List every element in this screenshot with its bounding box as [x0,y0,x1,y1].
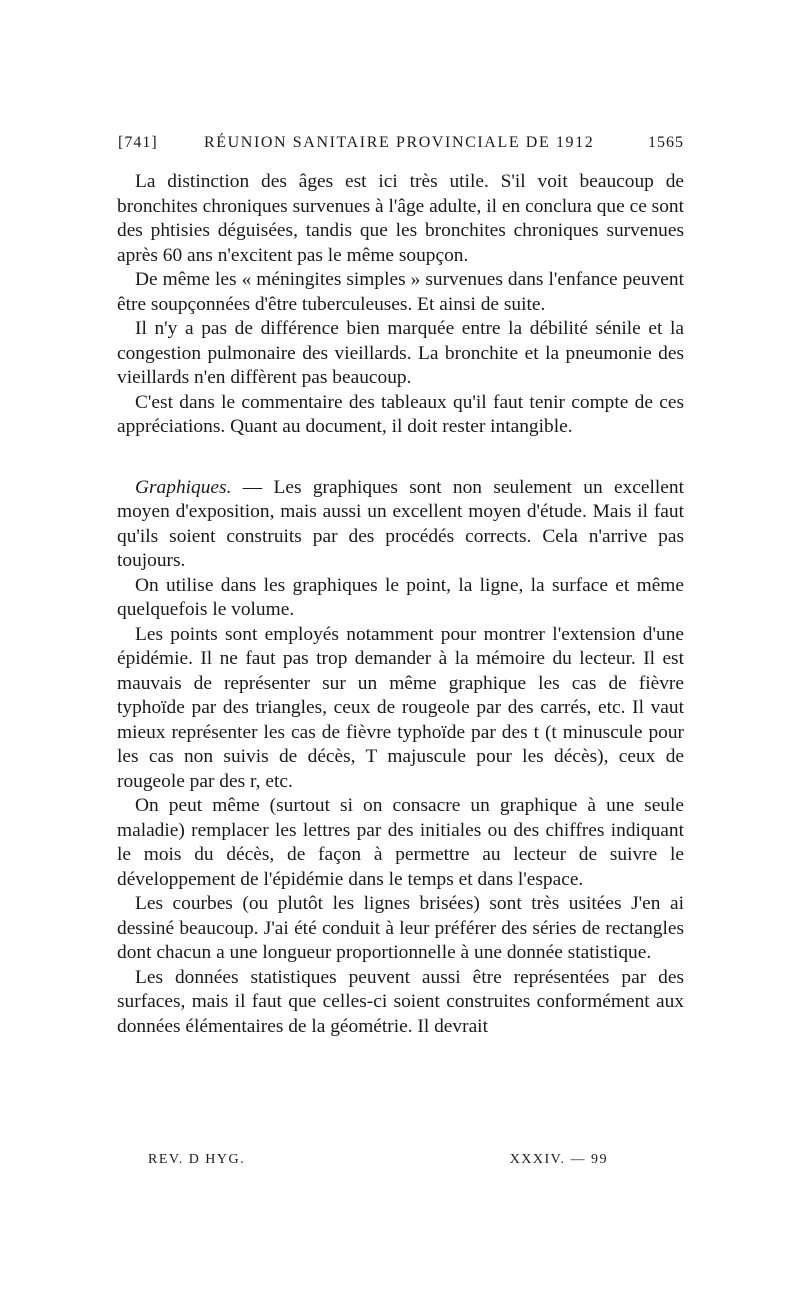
paragraph: C'est dans le commentaire des tableaux qu'il faut tenir compte de ces appréciations. Quant au document, il doit rester intangible. [117,391,684,437]
page-number: 1565 [648,134,684,151]
paragraph: La distinction des âges est ici très utile. S'il voit beaucoup de bronchites chroniques survenues à l'âge adulte, il en conclura que ce sont des phtisies déguisées, tandis que les bronchites chroniques survenues après 60 ans n'excitent pas le même soupçon. [117,171,684,266]
paragraph: Il n'y a pas de différence bien marquée entre la débilité sénile et la congestion pulmonaire des vieillards. La bronchite et la pneumonie des vieillards n'en diffèrent pas beaucoup. [117,318,684,388]
paragraph: Les points sont employés notamment pour montrer l'extension d'une épidémie. Il ne faut pas trop demander à la mémoire du lecteur. Il est mauvais de représenter sur un même graphique les cas de fièvre typhoïde par des triangles, ceux de rougeole par des carrés, etc. Il vaut mieux représenter les cas de fièvre typhoïde par des t (t minuscule pour les cas non suivis de décès, T majuscule pour les décès), ceux de rougeole par des r, etc. [117,623,684,792]
running-head [118,134,684,158]
paragraph: On peut même (surtout si on consacre un graphique à une seule maladie) remplacer les lettres par des initiales ou des chiffres indiquant le mois du décès, de façon à permettre au lecteur de suivre le développement de l'épidémie dans le temps et dans l'espace. [117,795,684,890]
volume-signature: XXXIV. — 99 [509,1152,608,1167]
paragraph: De même les « méningites simples » survenues dans l'enfance peuvent être soupçonnées d'être tuberculeuses. Et ainsi de suite. [117,269,684,315]
page-reference: [741] [118,134,158,151]
running-title: RÉUNION SANITAIRE PROVINCIALE DE 1912 [204,134,595,151]
paragraph: Les courbes (ou plutôt les lignes brisées) sont très usitées J'en ai dessiné beaucoup. J'ai été conduit à leur préférer des séries de rectangles dont chacun a une longueur proportionnelle à une donnée statistique. [117,893,684,963]
section-paragraph [117,476,684,574]
paragraph: On utilise dans les graphiques le point, la ligne, la surface et même quelquefois le volume. [117,574,684,620]
section-intro-text: — Les graphiques sont non seulement un excellent moyen d'exposition, mais aussi un excellent moyen d'étude. Mais il faut qu'ils soient construits par des procédés corrects. Cela n'arrive pas toujours. [117,476,684,571]
page-footer [148,1152,608,1174]
section-heading: Graphiques. [135,476,232,498]
body-text [117,170,684,1039]
paragraph: Les données statistiques peuvent aussi être représentées par des surfaces, mais il faut que celles-ci soient construites conformément aux données élémentaires de la géométrie. Il devrait [117,966,684,1037]
journal-signature: REV. D HYG. [148,1152,246,1167]
